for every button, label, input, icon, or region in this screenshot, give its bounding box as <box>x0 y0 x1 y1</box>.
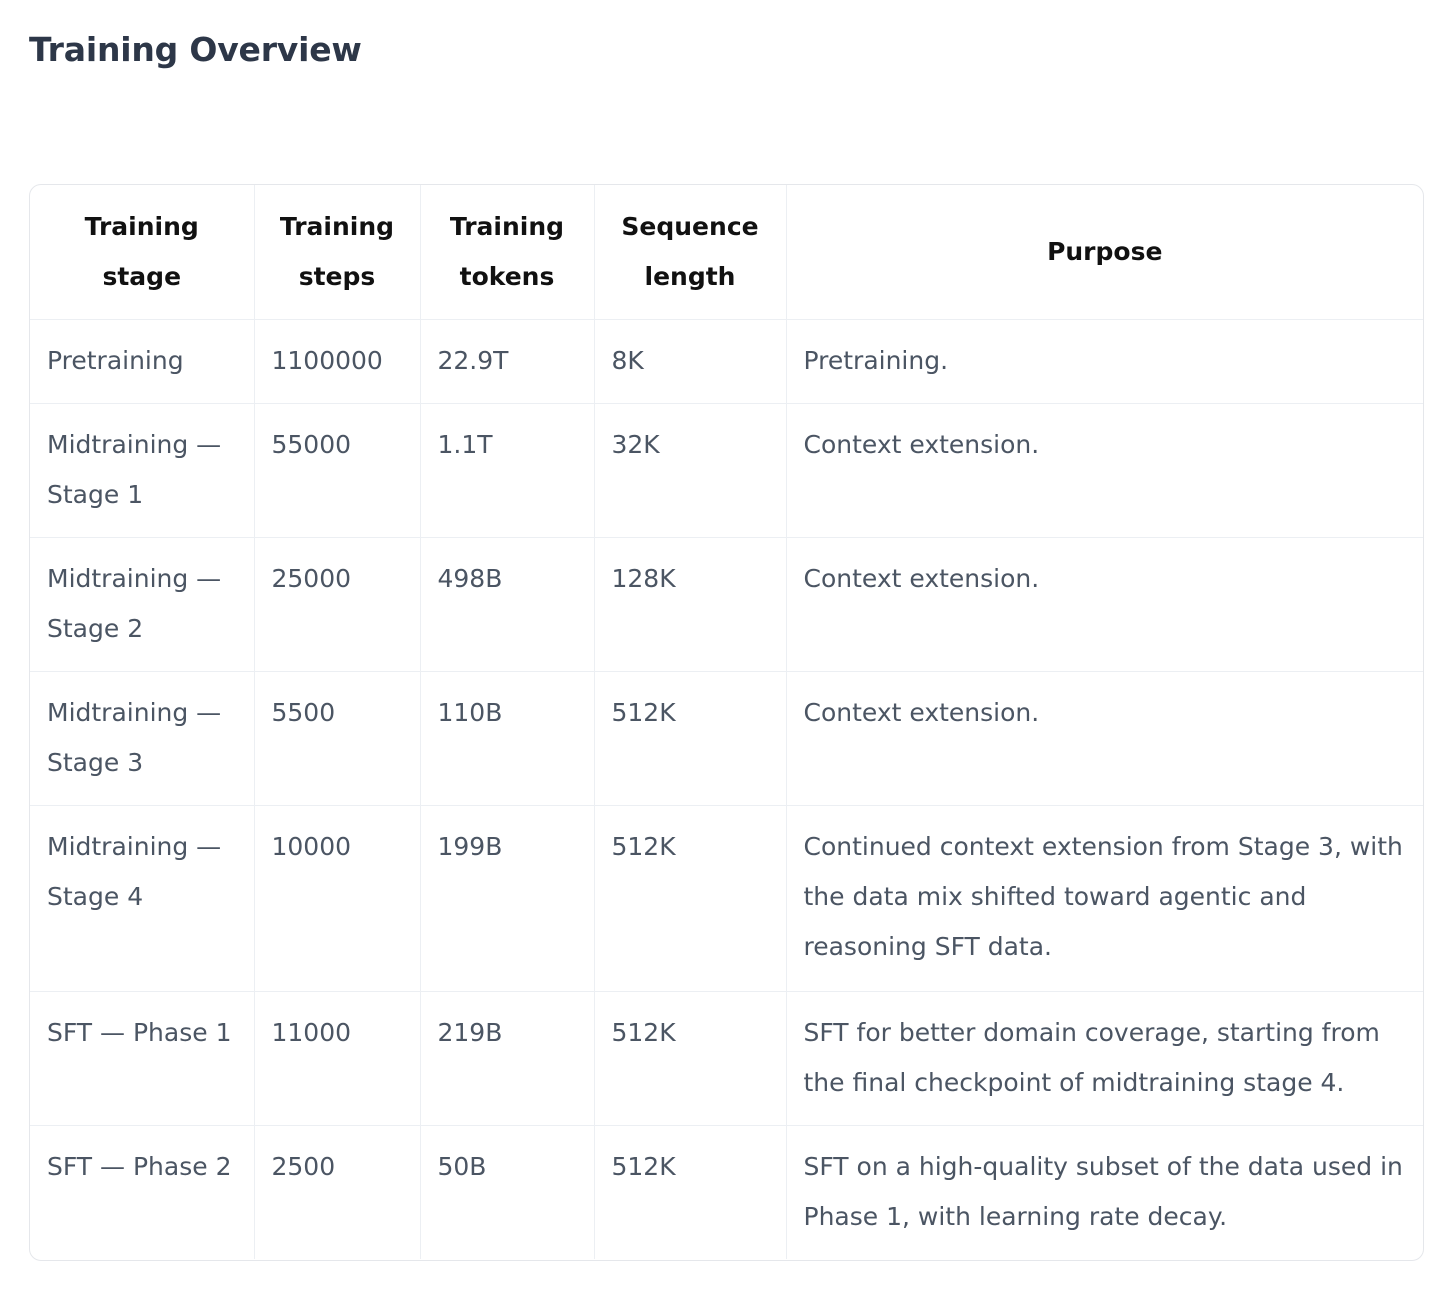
cell-training-tokens: 50B <box>420 1125 594 1259</box>
table-row <box>30 991 1423 1125</box>
cell-training-tokens: 498B <box>420 537 594 671</box>
cell-training-steps: 1100000 <box>254 319 420 403</box>
cell-training-steps: 11000 <box>254 991 420 1125</box>
cell-sequence-length: 512K <box>594 671 786 805</box>
cell-sequence-length: 512K <box>594 1125 786 1259</box>
table-row <box>30 671 1423 805</box>
cell-training-steps: 5500 <box>254 671 420 805</box>
cell-sequence-length: 32K <box>594 403 786 537</box>
cell-purpose: Pretraining. <box>786 319 1423 403</box>
cell-training-tokens: 199B <box>420 805 594 991</box>
cell-training-tokens: 110B <box>420 671 594 805</box>
cell-purpose: Context extension. <box>786 537 1423 671</box>
table-row <box>30 319 1423 403</box>
cell-training-steps: 2500 <box>254 1125 420 1259</box>
cell-purpose: SFT on a high-quality subset of the data used in Phase 1, with learning rate decay. <box>803 1151 1403 1231</box>
table-header-row <box>30 185 1423 319</box>
cell-training-steps: 25000 <box>254 537 420 671</box>
training-overview-table <box>29 184 1424 1261</box>
cell-sequence-length: 512K <box>594 991 786 1125</box>
header-purpose: Purpose <box>786 185 1423 319</box>
cell-training-stage: Midtraining — Stage 3 <box>30 671 254 805</box>
cell-sequence-length: 128K <box>594 537 786 671</box>
header-training-tokens: Training tokens <box>420 185 594 319</box>
cell-training-steps: 10000 <box>254 805 420 991</box>
cell-training-steps: 55000 <box>254 403 420 537</box>
cell-training-tokens: 22.9T <box>420 319 594 403</box>
header-training-stage: Training stage <box>30 185 254 319</box>
cell-purpose: Context extension. <box>786 671 1423 805</box>
cell-purpose: Context extension. <box>786 403 1423 537</box>
cell-training-stage: Midtraining — Stage 1 <box>30 403 254 537</box>
cell-training-stage: SFT — Phase 2 <box>30 1125 254 1259</box>
cell-training-stage: Midtraining — Stage 2 <box>30 537 254 671</box>
cell-sequence-length: 512K <box>594 805 786 991</box>
table-row <box>30 537 1423 671</box>
cell-training-stage: Pretraining <box>30 319 254 403</box>
table-row <box>30 805 1423 991</box>
table-row <box>30 1125 1423 1259</box>
page-title: Training Overview <box>29 30 362 69</box>
cell-training-stage: SFT — Phase 1 <box>30 991 254 1125</box>
cell-sequence-length: 8K <box>594 319 786 403</box>
cell-training-stage: Midtraining — Stage 4 <box>30 805 254 991</box>
cell-training-tokens: 1.1T <box>420 403 594 537</box>
cell-training-tokens: 219B <box>420 991 594 1125</box>
header-sequence-length: Sequence length <box>594 185 786 319</box>
cell-purpose: SFT for better domain coverage, starting from the final checkpoint of midtraining stage 4. <box>786 991 1423 1125</box>
header-training-steps: Training steps <box>254 185 420 319</box>
table-row <box>30 403 1423 537</box>
cell-purpose: Continued context extension from Stage 3, with the data mix shifted toward agentic and reasoning SFT data. <box>786 805 1423 991</box>
